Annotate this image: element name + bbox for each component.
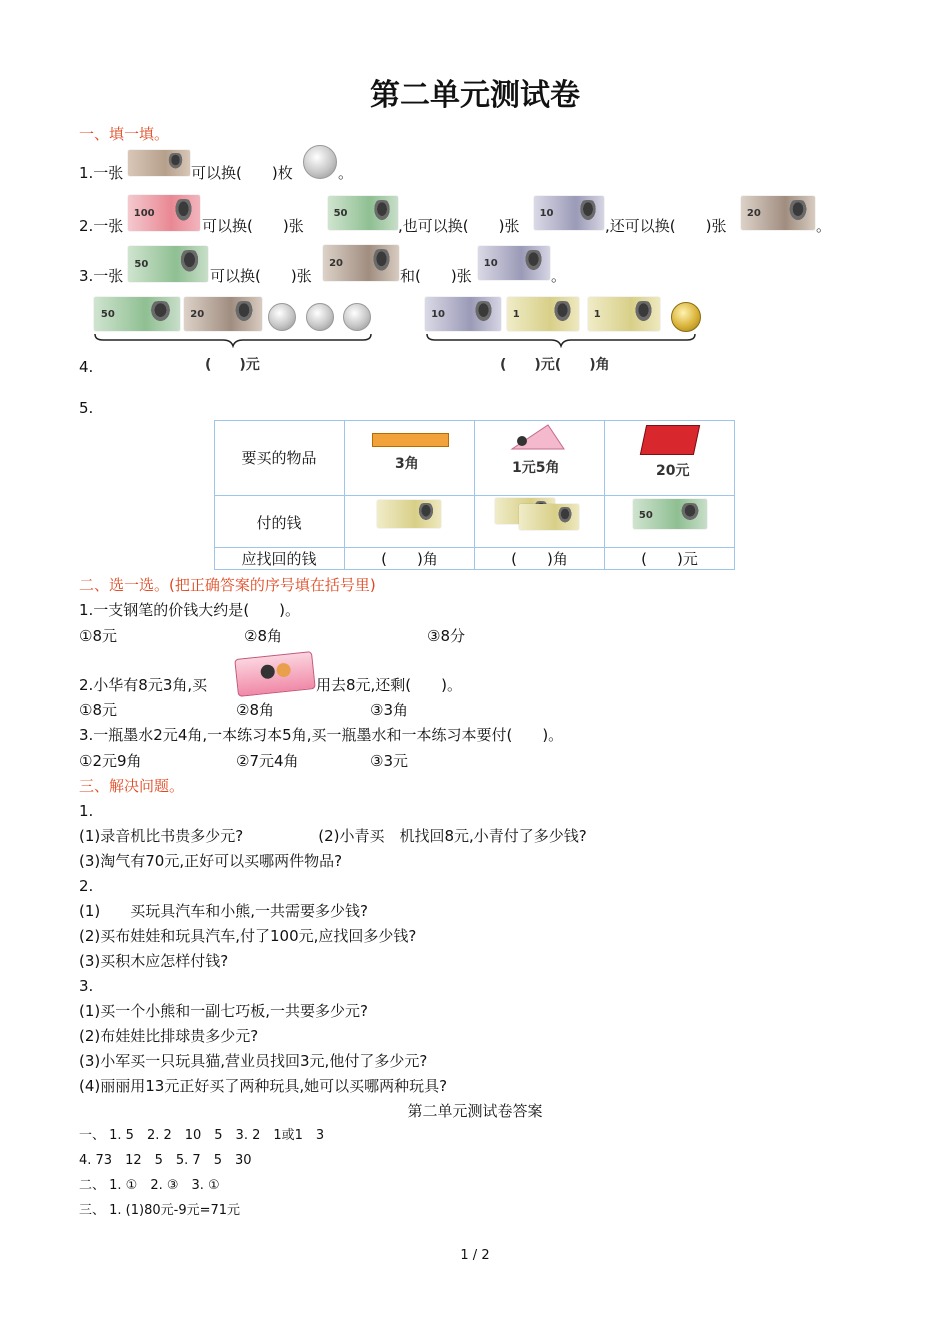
choose-q3-option: ②7元4角: [236, 752, 299, 770]
section-heading-fill: 一、填一填。: [79, 125, 170, 143]
choose-q1-option: ②8角: [244, 627, 282, 645]
paid-cell-1: [345, 496, 475, 548]
q4-left-answer: ( )元: [205, 357, 260, 373]
item-price: 20元: [656, 463, 690, 479]
q3-text-c: 和( )张: [400, 267, 472, 285]
q2-end: 。: [816, 217, 832, 235]
left-brace: [93, 332, 373, 348]
hundred-yuan-note-image: 100: [128, 195, 200, 231]
pencil-case-image: [234, 651, 316, 697]
solve-line: (1) 买玩具汽车和小熊,一共需要多少钱?: [79, 902, 368, 920]
solve-line: 1.: [79, 802, 94, 820]
paid-cell-3: [605, 496, 735, 548]
section-heading-choose: 二、选一选。(把正确答案的序号填在括号里): [79, 576, 376, 594]
choose-q3-option: ③3元: [370, 752, 408, 770]
item-price: 3角: [395, 456, 419, 472]
q4-number: 4.: [79, 358, 94, 376]
q1-middle: 可以换( )枚: [191, 164, 293, 182]
one-yuan-note-image: [377, 500, 441, 528]
section-heading-solve: 三、解决问题。: [79, 777, 185, 795]
page-number: 1 / 2: [460, 1248, 490, 1263]
coin-image: [343, 303, 371, 331]
choose-q2-a: 2.小华有8元3角,买: [79, 676, 208, 694]
q2-text-b: 可以换( )张: [202, 217, 304, 235]
item-cell-book: [605, 420, 735, 496]
choose-q3-option: ①2元9角: [79, 752, 142, 770]
item-cell-ruler: [345, 420, 475, 496]
book-image: [640, 425, 700, 455]
choose-q2-b: 用去8元,还剩( )。: [316, 676, 463, 694]
q5-number: 5.: [79, 399, 94, 417]
solve-line: (3)淘气有70元,正好可以买哪两件物品?: [79, 852, 343, 870]
choose-q1: 1.一支钢笔的价钱大约是( )。: [79, 601, 301, 619]
one-yuan-note-image: [519, 504, 579, 530]
solve-line: (1)买一个小熊和一副七巧板,一共要多少元?: [79, 1002, 368, 1020]
answer-line: 一、 1. 5 2. 2 10 5 3. 2 1或1 3: [79, 1128, 325, 1143]
page-title: 第二单元测试卷: [370, 78, 580, 113]
set-square-image: [508, 423, 568, 453]
solve-line: (1)录音机比书贵多少元? (2)小青买 机找回8元,小青付了多少钱?: [79, 827, 587, 845]
answer-line: 二、 1. ① 2. ③ 3. ①: [79, 1178, 220, 1193]
solve-line: (3)买积木应怎样付钱?: [79, 952, 229, 970]
coin-image: [268, 303, 296, 331]
answer-line: 三、 1. (1)80元-9元=71元: [79, 1203, 241, 1218]
choose-q2-option: ②8角: [236, 701, 274, 719]
q1-end: 。: [338, 164, 354, 182]
ten-yuan-note-image: 10: [478, 246, 550, 280]
fifty-yuan-note-image: 50: [128, 246, 208, 282]
change-cell: ( )元: [605, 548, 735, 570]
one-yuan-note-image: 1: [588, 297, 660, 331]
choose-q1-option: ③8分: [427, 627, 465, 645]
fifty-yuan-note-image: 50: [633, 499, 707, 529]
fifty-yuan-note-image: 50: [94, 297, 180, 331]
row-label-paid: 付的钱: [214, 496, 345, 548]
solve-line: (2)买布娃娃和玩具汽车,付了100元,应找回多少钱?: [79, 927, 417, 945]
choose-q1-option: ①8元: [79, 627, 117, 645]
twenty-yuan-note-image: 20: [741, 196, 815, 230]
q2-prefix: 2.一张: [79, 217, 124, 235]
q2-text-d: ,还可以换( )张: [605, 217, 727, 235]
item-price: 1元5角: [512, 460, 560, 476]
right-brace: [425, 332, 697, 348]
choose-q2-option: ①8元: [79, 701, 117, 719]
twenty-yuan-note-image: 20: [184, 297, 262, 331]
answer-line: 4. 73 12 5 5. 7 5 30: [79, 1153, 252, 1168]
q3-text-b: 可以换( )张: [210, 267, 312, 285]
row-label-change: 应找回的钱: [214, 548, 345, 570]
q3-prefix: 3.一张: [79, 267, 124, 285]
coin-image: [303, 145, 337, 179]
shopping-table: [214, 420, 735, 570]
ten-yuan-note-image: 10: [534, 196, 604, 230]
q3-end: 。: [551, 267, 567, 285]
one-jiao-note-image: [128, 150, 190, 176]
q4-right-answer: ( )元( )角: [500, 357, 610, 373]
solve-line: (4)丽丽用13元正好买了两种玩具,她可以买哪两种玩具?: [79, 1077, 448, 1095]
one-yuan-note-image: 1: [507, 297, 579, 331]
q1-prefix: 1.一张: [79, 164, 124, 182]
fifty-yuan-note-image: 50: [328, 196, 398, 230]
solve-line: (3)小军买一只玩具猫,营业员找回3元,他付了多少元?: [79, 1052, 428, 1070]
solve-line: (2)布娃娃比排球贵多少元?: [79, 1027, 259, 1045]
change-cell: ( )角: [345, 548, 475, 570]
q2-text-c: ,也可以换( )张: [398, 217, 520, 235]
twenty-yuan-note-image: 20: [323, 245, 399, 281]
row-label-item: 要买的物品: [214, 420, 345, 496]
paid-cell-2: [475, 496, 605, 548]
solve-line: 2.: [79, 877, 94, 895]
change-cell: ( )角: [475, 548, 605, 570]
item-cell-triangle: [475, 420, 605, 496]
choose-q3: 3.一瓶墨水2元4角,一本练习本5角,买一瓶墨水和一本练习本要付( )。: [79, 726, 564, 744]
coin-image: [306, 303, 334, 331]
answers-title: 第二单元测试卷答案: [407, 1102, 543, 1120]
gold-coin-image: [671, 302, 701, 332]
choose-q2-option: ③3角: [370, 701, 408, 719]
solve-line: 3.: [79, 977, 94, 995]
ten-yuan-note-image: 10: [425, 297, 501, 331]
